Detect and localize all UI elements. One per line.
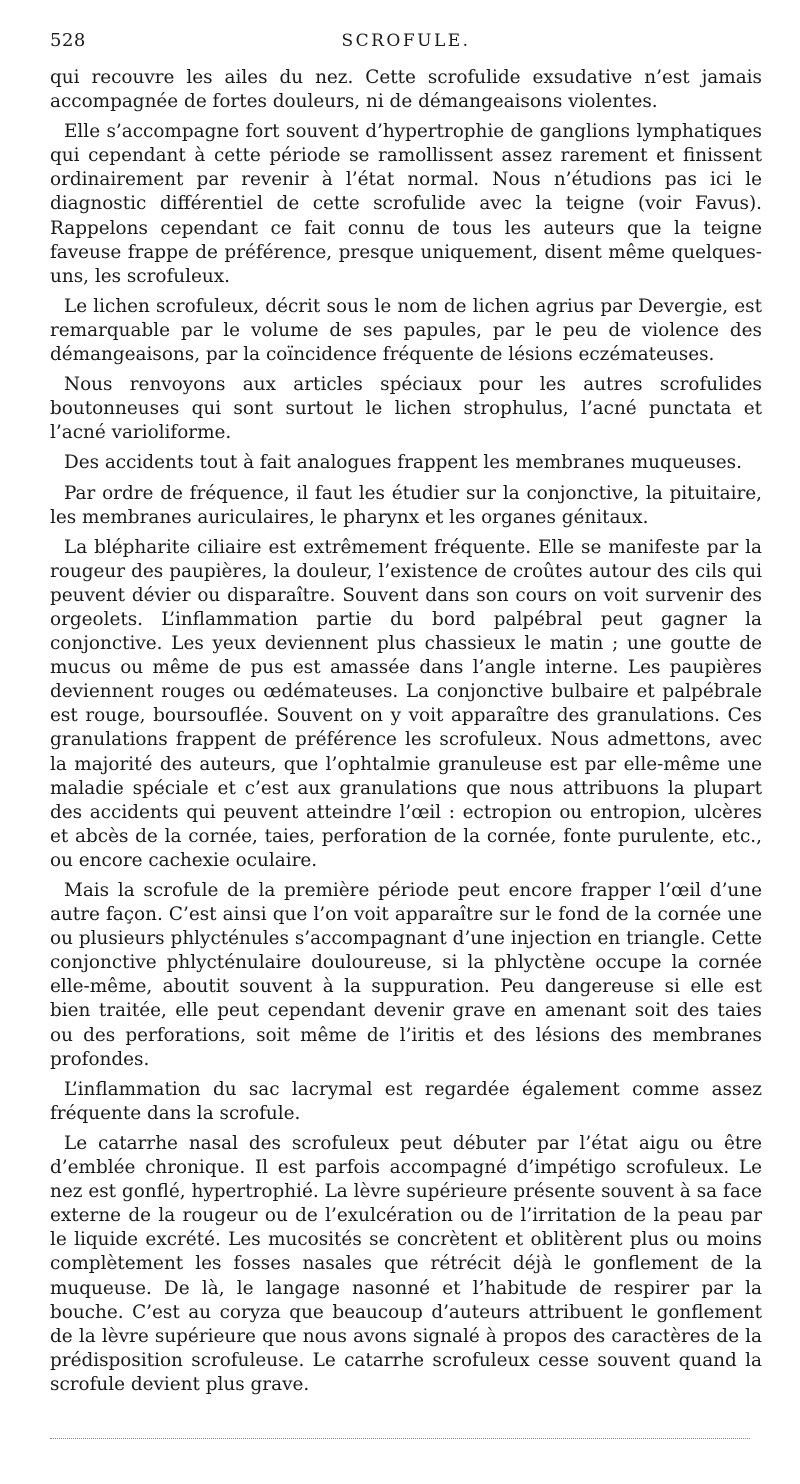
paragraph: Par ordre de fréquence, il faut les étudier sur la conjonctive, la pituitaire, les membranes auriculaires, le pharynx et les organes génitaux. xyxy=(50,482,762,528)
paragraph: La blépharite ciliaire est extrêmement fréquente. Elle se manifeste par la rougeur des paupières, la douleur, l’existence de croûtes autour des cils qui peuvent dévier ou disparaître. Souvent dans son cours on voit survenir des orgeolets. L’inflammation partie du bord palpébral peut gagner la conjonctive. Les yeux deviennent plus chassieux le matin ; une goutte de mucus ou même de pus est amassée dans l’angle interne. Les paupières deviennent rouges ou œdémateuses. La conjonctive bulbaire et palpébrale est rouge, boursouflée. Souvent on y voit apparaître des granulations. Ces granulations frappent de préférence les scrofuleux. Nous admettons, avec la majorité des auteurs, que l’ophtalmie granuleuse est par elle-même une maladie spéciale et c’est aux granulations que nous attribuons la plupart des accidents qui peuvent atteindre l’œil : ectropion ou entropion, ulcères et abcès de la cornée, taies, perforation de la cornée, fonte purulente, etc., ou encore cachexie oculaire. xyxy=(50,536,762,871)
paragraph: qui recouvre les ailes du nez. Cette scrofulide exsudative n’est jamais accompagnée de fortes douleurs, ni de démangeaisons violentes. xyxy=(50,67,762,113)
body-text xyxy=(50,66,762,1403)
page-number: 528 xyxy=(50,30,86,51)
running-head: SCROFULE. xyxy=(341,31,471,51)
paragraph: L’inflammation du sac lacrymal est regardée également comme assez fréquente dans la scrofule. xyxy=(50,1078,762,1124)
page-header xyxy=(50,30,762,58)
bottom-rule xyxy=(50,1438,750,1439)
paragraph: Nous renvoyons aux articles spéciaux pour les autres scrofulides boutonneuses qui sont surtout le lichen strophulus, l’acné punctata et l’acné varioliforme. xyxy=(50,374,762,444)
paragraph: Elle s’accompagne fort souvent d’hypertrophie de ganglions lymphatiques qui cependant à cette période se ramollissent assez rarement et finissent ordinairement par revenir à l’état normal. Nous n’étudions pas ici le diagnostic différentiel de cette scrofulide avec la teigne (voir Favus). Rappelons cependant ce fait connu de tous les auteurs que la teigne faveuse frappe de préférence, presque uniquement, disent même quelques-uns, les scrofuleux. xyxy=(50,121,762,287)
paragraph: Des accidents tout à fait analogues frappent les membranes muqueuses. xyxy=(64,452,742,474)
paragraph: Le catarrhe nasal des scrofuleux peut débuter par l’état aigu ou être d’emblée chronique. Il est parfois accompagné d’impétigo scrofuleux. Le nez est gonflé, hypertrophié. La lèvre supérieure présente souvent à sa face externe de la rougeur ou de l’exulcération ou de l’irritation de la peau par le liquide excrété. Les mucosités se concrètent et oblitèrent plus ou moins complètement les fosses nasales que rétrécit déjà le gonflement de la muqueuse. De là, le langage nasonné et l’habitude de respirer par la bouche. C’est au coryza que beaucoup d’auteurs attribuent le gonflement de la lèvre supérieure que nous avons signalé à propos des caractères de la prédisposition scrofuleuse. Le catarrhe scrofuleux cesse souvent quand la scrofule devient plus grave. xyxy=(50,1132,762,1395)
paragraph: Mais la scrofule de la première période peut encore frapper l’œil d’une autre façon. C’est ainsi que l’on voit apparaître sur le fond de la cornée une ou plusieurs phlycténules s’accompagnant d’une injection en triangle. Cette conjonctive phlycténulaire douloureuse, si la phlyctène occupe la cornée elle-même, aboutit souvent à la suppuration. Peu dangereuse si elle est bien traitée, elle peut cependant devenir grave en amenant soit des taies ou des perforations, soit même de l’iritis et des lésions des membranes profondes. xyxy=(50,880,762,1070)
paragraph: Le lichen scrofuleux, décrit sous le nom de lichen agrius par Devergie, est remarquable par le volume de ses papules, par le peu de violence des démangeaisons, par la coïncidence fréquente de lésions eczémateuses. xyxy=(50,295,762,366)
